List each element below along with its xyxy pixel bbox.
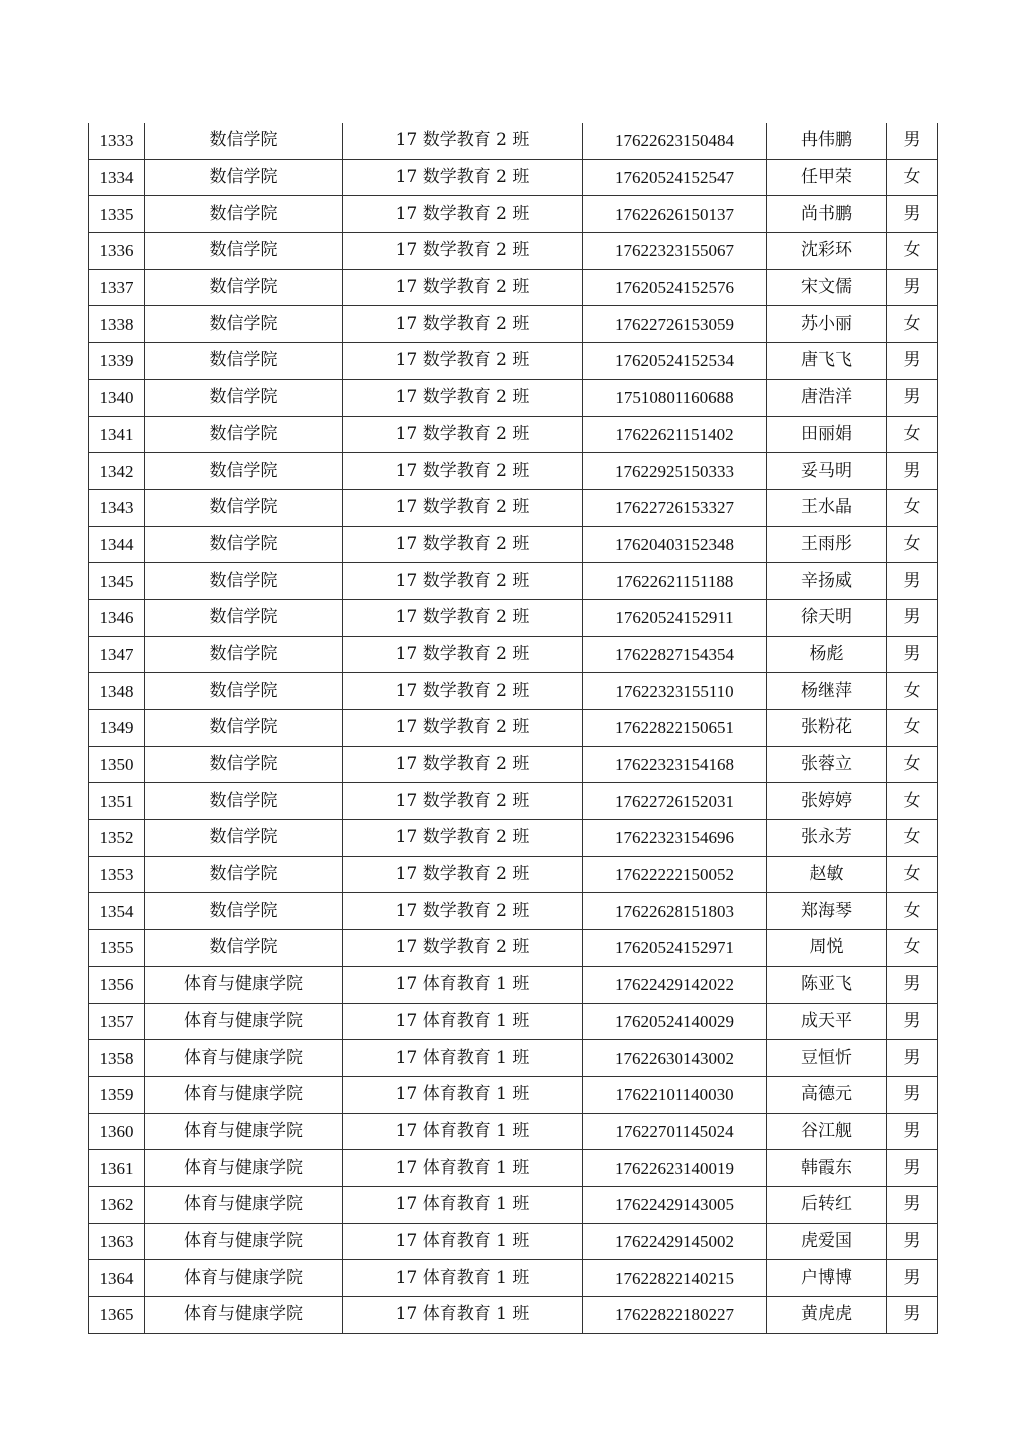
table-row	[89, 343, 938, 380]
table-row	[89, 1040, 938, 1077]
row-number-cell: 1341	[89, 416, 145, 453]
gender-cell: 男	[887, 1297, 938, 1334]
college-cell: 数信学院	[145, 746, 343, 783]
row-number-cell: 1346	[89, 599, 145, 636]
row-number-cell: 1351	[89, 783, 145, 820]
student-name-cell: 张粉花	[767, 710, 887, 747]
table-row	[89, 1076, 938, 1113]
row-number-cell: 1363	[89, 1223, 145, 1260]
student-id-cell: 17620403152348	[583, 526, 767, 563]
student-id-cell: 17622429145002	[583, 1223, 767, 1260]
table-row	[89, 269, 938, 306]
student-id-cell: 17620524152576	[583, 269, 767, 306]
college-cell: 体育与健康学院	[145, 1260, 343, 1297]
student-name-cell: 尚书鹏	[767, 196, 887, 233]
student-name-cell: 谷江舰	[767, 1113, 887, 1150]
student-id-cell: 17622323155110	[583, 673, 767, 710]
class-cell: 17 体育教育 1 班	[343, 1150, 583, 1187]
class-cell: 17 数学教育 2 班	[343, 453, 583, 490]
college-cell: 数信学院	[145, 489, 343, 526]
student-name-cell: 赵敏	[767, 856, 887, 893]
student-name-cell: 张婷婷	[767, 783, 887, 820]
class-cell: 17 体育教育 1 班	[343, 1040, 583, 1077]
class-cell: 17 体育教育 1 班	[343, 1113, 583, 1150]
class-cell: 17 数学教育 2 班	[343, 746, 583, 783]
table-row	[89, 123, 938, 159]
row-number-cell: 1345	[89, 563, 145, 600]
row-number-cell: 1334	[89, 159, 145, 196]
table-row	[89, 783, 938, 820]
gender-cell: 男	[887, 123, 938, 159]
college-cell: 体育与健康学院	[145, 1040, 343, 1077]
gender-cell: 女	[887, 159, 938, 196]
student-name-cell: 杨彪	[767, 636, 887, 673]
gender-cell: 男	[887, 1113, 938, 1150]
gender-cell: 女	[887, 710, 938, 747]
row-number-cell: 1364	[89, 1260, 145, 1297]
class-cell: 17 数学教育 2 班	[343, 416, 583, 453]
gender-cell: 女	[887, 783, 938, 820]
college-cell: 数信学院	[145, 123, 343, 159]
student-name-cell: 徐天明	[767, 599, 887, 636]
table-row	[89, 1223, 938, 1260]
college-cell: 体育与健康学院	[145, 1113, 343, 1150]
college-cell: 体育与健康学院	[145, 1186, 343, 1223]
student-name-cell: 户博博	[767, 1260, 887, 1297]
student-name-cell: 高德元	[767, 1076, 887, 1113]
class-cell: 17 数学教育 2 班	[343, 526, 583, 563]
college-cell: 体育与健康学院	[145, 966, 343, 1003]
gender-cell: 女	[887, 526, 938, 563]
college-cell: 数信学院	[145, 893, 343, 930]
student-id-cell: 17622822140215	[583, 1260, 767, 1297]
row-number-cell: 1344	[89, 526, 145, 563]
table-row	[89, 1150, 938, 1187]
class-cell: 17 体育教育 1 班	[343, 1076, 583, 1113]
college-cell: 数信学院	[145, 269, 343, 306]
table-row	[89, 196, 938, 233]
college-cell: 体育与健康学院	[145, 1150, 343, 1187]
row-number-cell: 1357	[89, 1003, 145, 1040]
gender-cell: 男	[887, 196, 938, 233]
college-cell: 体育与健康学院	[145, 1076, 343, 1113]
row-number-cell: 1358	[89, 1040, 145, 1077]
gender-cell: 男	[887, 343, 938, 380]
student-id-cell: 17622623150484	[583, 123, 767, 159]
gender-cell: 男	[887, 1003, 938, 1040]
college-cell: 数信学院	[145, 710, 343, 747]
row-number-cell: 1362	[89, 1186, 145, 1223]
student-name-cell: 王雨彤	[767, 526, 887, 563]
row-number-cell: 1333	[89, 123, 145, 159]
table-row	[89, 526, 938, 563]
student-id-cell: 17620524140029	[583, 1003, 767, 1040]
student-id-cell: 17622323155067	[583, 233, 767, 270]
roster-table-body	[89, 123, 938, 1333]
table-row	[89, 636, 938, 673]
student-id-cell: 17622822150651	[583, 710, 767, 747]
student-name-cell: 辛扬威	[767, 563, 887, 600]
row-number-cell: 1353	[89, 856, 145, 893]
class-cell: 17 数学教育 2 班	[343, 489, 583, 526]
class-cell: 17 数学教育 2 班	[343, 856, 583, 893]
table-row	[89, 893, 938, 930]
row-number-cell: 1335	[89, 196, 145, 233]
row-number-cell: 1360	[89, 1113, 145, 1150]
table-row	[89, 1297, 938, 1334]
gender-cell: 男	[887, 453, 938, 490]
student-id-cell: 17620524152534	[583, 343, 767, 380]
college-cell: 数信学院	[145, 233, 343, 270]
table-row	[89, 966, 938, 1003]
class-cell: 17 体育教育 1 班	[343, 1003, 583, 1040]
student-id-cell: 17622726153327	[583, 489, 767, 526]
class-cell: 17 体育教育 1 班	[343, 1260, 583, 1297]
class-cell: 17 数学教育 2 班	[343, 783, 583, 820]
row-number-cell: 1352	[89, 820, 145, 857]
row-number-cell: 1347	[89, 636, 145, 673]
gender-cell: 女	[887, 416, 938, 453]
college-cell: 数信学院	[145, 930, 343, 967]
student-name-cell: 王水晶	[767, 489, 887, 526]
gender-cell: 女	[887, 489, 938, 526]
class-cell: 17 数学教育 2 班	[343, 599, 583, 636]
gender-cell: 女	[887, 746, 938, 783]
student-id-cell: 17622623140019	[583, 1150, 767, 1187]
student-id-cell: 17622701145024	[583, 1113, 767, 1150]
class-cell: 17 数学教育 2 班	[343, 343, 583, 380]
table-row	[89, 306, 938, 343]
table-row	[89, 673, 938, 710]
class-cell: 17 数学教育 2 班	[343, 123, 583, 159]
class-cell: 17 体育教育 1 班	[343, 1186, 583, 1223]
student-id-cell: 17622726153059	[583, 306, 767, 343]
class-cell: 17 体育教育 1 班	[343, 1223, 583, 1260]
class-cell: 17 数学教育 2 班	[343, 563, 583, 600]
row-number-cell: 1359	[89, 1076, 145, 1113]
college-cell: 体育与健康学院	[145, 1297, 343, 1334]
table-row	[89, 159, 938, 196]
class-cell: 17 数学教育 2 班	[343, 710, 583, 747]
row-number-cell: 1349	[89, 710, 145, 747]
row-number-cell: 1355	[89, 930, 145, 967]
row-number-cell: 1339	[89, 343, 145, 380]
college-cell: 数信学院	[145, 599, 343, 636]
class-cell: 17 数学教育 2 班	[343, 930, 583, 967]
college-cell: 数信学院	[145, 820, 343, 857]
student-name-cell: 周悦	[767, 930, 887, 967]
class-cell: 17 数学教育 2 班	[343, 820, 583, 857]
student-id-cell: 17622827154354	[583, 636, 767, 673]
gender-cell: 女	[887, 673, 938, 710]
table-row	[89, 1260, 938, 1297]
student-name-cell: 唐飞飞	[767, 343, 887, 380]
gender-cell: 女	[887, 893, 938, 930]
class-cell: 17 体育教育 1 班	[343, 966, 583, 1003]
student-name-cell: 郑海琴	[767, 893, 887, 930]
college-cell: 数信学院	[145, 379, 343, 416]
student-id-cell: 17622630143002	[583, 1040, 767, 1077]
gender-cell: 男	[887, 636, 938, 673]
class-cell: 17 数学教育 2 班	[343, 636, 583, 673]
student-name-cell: 宋文儒	[767, 269, 887, 306]
student-name-cell: 苏小丽	[767, 306, 887, 343]
row-number-cell: 1350	[89, 746, 145, 783]
college-cell: 数信学院	[145, 416, 343, 453]
student-id-cell: 17622621151188	[583, 563, 767, 600]
student-name-cell: 任甲荣	[767, 159, 887, 196]
student-id-cell: 17622925150333	[583, 453, 767, 490]
row-number-cell: 1336	[89, 233, 145, 270]
college-cell: 数信学院	[145, 636, 343, 673]
student-roster-table	[88, 123, 938, 1334]
row-number-cell: 1361	[89, 1150, 145, 1187]
table-row	[89, 1186, 938, 1223]
class-cell: 17 数学教育 2 班	[343, 196, 583, 233]
student-id-cell: 17622726152031	[583, 783, 767, 820]
table-row	[89, 379, 938, 416]
gender-cell: 女	[887, 233, 938, 270]
student-name-cell: 杨继萍	[767, 673, 887, 710]
row-number-cell: 1337	[89, 269, 145, 306]
student-name-cell: 豆恒忻	[767, 1040, 887, 1077]
student-id-cell: 17622429142022	[583, 966, 767, 1003]
student-name-cell: 韩霞东	[767, 1150, 887, 1187]
student-name-cell: 黄虎虎	[767, 1297, 887, 1334]
gender-cell: 男	[887, 563, 938, 600]
row-number-cell: 1342	[89, 453, 145, 490]
gender-cell: 女	[887, 930, 938, 967]
table-row	[89, 599, 938, 636]
college-cell: 数信学院	[145, 196, 343, 233]
row-number-cell: 1356	[89, 966, 145, 1003]
class-cell: 17 体育教育 1 班	[343, 1297, 583, 1334]
table-row	[89, 1003, 938, 1040]
class-cell: 17 数学教育 2 班	[343, 233, 583, 270]
student-name-cell: 陈亚飞	[767, 966, 887, 1003]
row-number-cell: 1348	[89, 673, 145, 710]
student-name-cell: 沈彩环	[767, 233, 887, 270]
gender-cell: 男	[887, 1150, 938, 1187]
table-row	[89, 710, 938, 747]
student-id-cell: 17622222150052	[583, 856, 767, 893]
student-id-cell: 17622429143005	[583, 1186, 767, 1223]
student-id-cell: 17620524152547	[583, 159, 767, 196]
college-cell: 数信学院	[145, 453, 343, 490]
student-name-cell: 后转红	[767, 1186, 887, 1223]
class-cell: 17 数学教育 2 班	[343, 673, 583, 710]
student-name-cell: 唐浩洋	[767, 379, 887, 416]
student-id-cell: 17622101140030	[583, 1076, 767, 1113]
student-name-cell: 张蓉立	[767, 746, 887, 783]
student-id-cell: 17622628151803	[583, 893, 767, 930]
row-number-cell: 1354	[89, 893, 145, 930]
table-row	[89, 820, 938, 857]
student-name-cell: 田丽娟	[767, 416, 887, 453]
student-name-cell: 张永芳	[767, 820, 887, 857]
student-name-cell: 冉伟鹏	[767, 123, 887, 159]
gender-cell: 男	[887, 1076, 938, 1113]
college-cell: 数信学院	[145, 306, 343, 343]
gender-cell: 男	[887, 379, 938, 416]
student-name-cell: 虎爱国	[767, 1223, 887, 1260]
student-id-cell: 17622323154696	[583, 820, 767, 857]
table-row	[89, 489, 938, 526]
gender-cell: 男	[887, 269, 938, 306]
college-cell: 数信学院	[145, 526, 343, 563]
student-id-cell: 17620524152971	[583, 930, 767, 967]
college-cell: 数信学院	[145, 343, 343, 380]
student-id-cell: 17510801160688	[583, 379, 767, 416]
table-row	[89, 746, 938, 783]
gender-cell: 女	[887, 306, 938, 343]
table-row	[89, 233, 938, 270]
student-id-cell: 17622626150137	[583, 196, 767, 233]
gender-cell: 男	[887, 1260, 938, 1297]
gender-cell: 女	[887, 856, 938, 893]
student-name-cell: 妥马明	[767, 453, 887, 490]
college-cell: 数信学院	[145, 159, 343, 196]
gender-cell: 男	[887, 966, 938, 1003]
college-cell: 数信学院	[145, 673, 343, 710]
student-id-cell: 17622621151402	[583, 416, 767, 453]
student-name-cell: 成天平	[767, 1003, 887, 1040]
college-cell: 体育与健康学院	[145, 1003, 343, 1040]
student-id-cell: 17622822180227	[583, 1297, 767, 1334]
table-row	[89, 856, 938, 893]
class-cell: 17 数学教育 2 班	[343, 893, 583, 930]
row-number-cell: 1365	[89, 1297, 145, 1334]
class-cell: 17 数学教育 2 班	[343, 269, 583, 306]
student-id-cell: 17622323154168	[583, 746, 767, 783]
gender-cell: 男	[887, 1186, 938, 1223]
table-row	[89, 563, 938, 600]
college-cell: 体育与健康学院	[145, 1223, 343, 1260]
gender-cell: 女	[887, 820, 938, 857]
table-row	[89, 930, 938, 967]
row-number-cell: 1343	[89, 489, 145, 526]
gender-cell: 男	[887, 1040, 938, 1077]
gender-cell: 男	[887, 1223, 938, 1260]
gender-cell: 男	[887, 599, 938, 636]
college-cell: 数信学院	[145, 783, 343, 820]
class-cell: 17 数学教育 2 班	[343, 159, 583, 196]
row-number-cell: 1338	[89, 306, 145, 343]
college-cell: 数信学院	[145, 856, 343, 893]
class-cell: 17 数学教育 2 班	[343, 306, 583, 343]
college-cell: 数信学院	[145, 563, 343, 600]
class-cell: 17 数学教育 2 班	[343, 379, 583, 416]
row-number-cell: 1340	[89, 379, 145, 416]
table-row	[89, 453, 938, 490]
student-id-cell: 17620524152911	[583, 599, 767, 636]
table-row	[89, 416, 938, 453]
table-row	[89, 1113, 938, 1150]
